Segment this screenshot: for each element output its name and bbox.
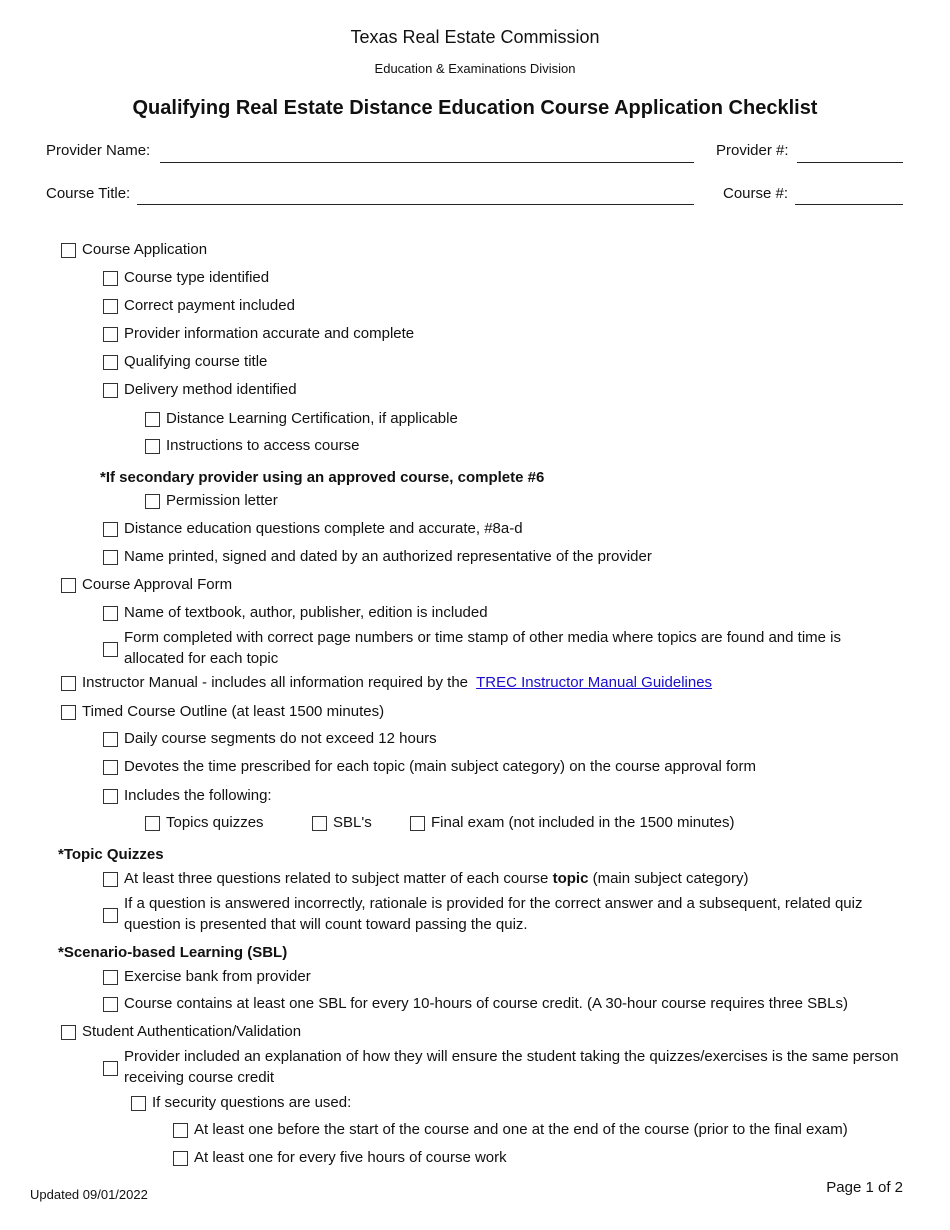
item-every-five-hours: At least one for every five hours of course work xyxy=(194,1149,507,1166)
course-title-field[interactable] xyxy=(137,204,694,205)
checkbox-access-instructions[interactable] xyxy=(145,439,160,454)
item-course-application: Course Application xyxy=(82,241,208,258)
item-three-questions xyxy=(124,868,749,889)
item-access-instructions: Instructions to access course xyxy=(166,437,360,454)
checkbox-permission-letter[interactable] xyxy=(145,494,160,509)
item-approval-form: Course Approval Form xyxy=(82,576,233,593)
checkbox-approval-form[interactable] xyxy=(61,578,76,593)
secondary-provider-note: *If secondary provider using an approved course, complete #6 xyxy=(100,469,545,486)
checkbox-instructor-manual[interactable] xyxy=(61,676,76,691)
topic-quizzes-heading: *Topic Quizzes xyxy=(58,846,164,863)
checkbox-correct-payment[interactable] xyxy=(103,299,118,314)
item-rationale: If a question is answered incorrectly, rationale is provided for the correct answer and a subsequent, related quiz question is presented that will count toward passing the quiz. xyxy=(124,895,863,933)
checkbox-before-after[interactable] xyxy=(173,1123,188,1138)
item-instructor-manual xyxy=(82,672,712,693)
instructor-manual-text: Instructor Manual - includes all information required by the xyxy=(82,674,469,691)
item-timed-outline: Timed Course Outline (at least 1500 minutes) xyxy=(82,703,385,720)
checkbox-timed-outline[interactable] xyxy=(61,705,76,720)
checkbox-exercise-bank[interactable] xyxy=(103,970,118,985)
three-questions-suffix: (main subject category) xyxy=(588,870,749,887)
updated-date: Updated 09/01/2022 xyxy=(30,1187,148,1202)
organization-name: Texas Real Estate Commission xyxy=(350,27,600,47)
checkbox-sbls[interactable] xyxy=(312,816,327,831)
course-number-label: Course #: xyxy=(723,185,789,202)
checkbox-textbook[interactable] xyxy=(103,606,118,621)
item-de-questions: Distance education questions complete and accurate, #8a-d xyxy=(124,520,523,537)
checkbox-course-type[interactable] xyxy=(103,271,118,286)
item-topics-quizzes: Topics quizzes xyxy=(166,814,264,831)
checkbox-form-completed[interactable] xyxy=(103,642,118,657)
item-permission-letter: Permission letter xyxy=(166,492,278,509)
checkbox-devotes-time[interactable] xyxy=(103,760,118,775)
item-delivery-method: Delivery method identified xyxy=(124,381,297,398)
checkbox-every-five-hours[interactable] xyxy=(173,1151,188,1166)
item-daily-segments: Daily course segments do not exceed 12 hours xyxy=(124,730,437,747)
three-questions-bold: topic xyxy=(552,870,589,887)
item-exercise-bank: Exercise bank from provider xyxy=(124,968,311,985)
item-includes-following: Includes the following: xyxy=(124,787,272,804)
checkbox-provider-info[interactable] xyxy=(103,327,118,342)
checkbox-topics-quizzes[interactable] xyxy=(145,816,160,831)
sbl-heading: *Scenario-based Learning (SBL) xyxy=(58,944,288,961)
item-course-type: Course type identified xyxy=(124,269,270,286)
page-number: Page 1 of 2 xyxy=(826,1179,903,1196)
item-correct-payment: Correct payment included xyxy=(124,297,295,314)
item-provider-info: Provider information accurate and complete xyxy=(124,325,415,342)
item-before-after: At least one before the start of the course and one at the end of the course (prior to the final exam) xyxy=(194,1121,848,1138)
item-final-exam: Final exam (not included in the 1500 minutes) xyxy=(431,814,735,831)
three-questions-text: At least three questions related to subject matter of each course xyxy=(124,870,553,887)
checkbox-security-questions[interactable] xyxy=(131,1096,146,1111)
checkbox-dl-cert[interactable] xyxy=(145,412,160,427)
course-title-label: Course Title: xyxy=(46,185,131,202)
checkbox-provider-explanation[interactable] xyxy=(103,1061,118,1076)
checkbox-final-exam[interactable] xyxy=(410,816,425,831)
provider-name-label: Provider Name: xyxy=(46,142,151,159)
checkbox-de-questions[interactable] xyxy=(103,522,118,537)
checkbox-delivery-method[interactable] xyxy=(103,383,118,398)
item-name-signed: Name printed, signed and dated by an authorized representative of the provider xyxy=(124,548,652,565)
course-number-field[interactable] xyxy=(795,204,903,205)
checkbox-sbl-per-10[interactable] xyxy=(103,997,118,1012)
provider-number-label: Provider #: xyxy=(716,142,789,159)
item-student-auth: Student Authentication/Validation xyxy=(82,1023,302,1040)
item-qualifying-title: Qualifying course title xyxy=(124,353,268,370)
checkbox-rationale[interactable] xyxy=(103,908,118,923)
checkbox-name-signed[interactable] xyxy=(103,550,118,565)
item-sbls: SBL's xyxy=(333,814,372,831)
checkbox-student-auth[interactable] xyxy=(61,1025,76,1040)
checkbox-qualifying-title[interactable] xyxy=(103,355,118,370)
item-sbl-per-10: Course contains at least one SBL for every 10-hours of course credit. (A 30-hour course requires three SBLs) xyxy=(124,995,848,1012)
page-title: Qualifying Real Estate Distance Education Course Application Checklist xyxy=(132,97,818,119)
item-provider-explanation: Provider included an explanation of how they will ensure the student taking the quizzes/exercises is the same person receiving course credit xyxy=(124,1048,899,1086)
checkbox-three-questions[interactable] xyxy=(103,872,118,887)
item-form-completed: Form completed with correct page numbers or time stamp of other media where topics are found and time is allocated for each topic xyxy=(124,629,841,667)
item-security-questions: If security questions are used: xyxy=(152,1094,352,1111)
checkbox-includes-following[interactable] xyxy=(103,789,118,804)
provider-number-field[interactable] xyxy=(797,162,903,163)
checkbox-course-application[interactable] xyxy=(61,243,76,258)
provider-name-field[interactable] xyxy=(160,162,694,163)
division-name: Education & Examinations Division xyxy=(374,61,576,76)
item-devotes-time: Devotes the time prescribed for each topic (main subject category) on the course approval form xyxy=(124,758,756,775)
trec-instructor-manual-link[interactable]: TREC Instructor Manual Guidelines xyxy=(476,674,713,691)
item-textbook: Name of textbook, author, publisher, edition is included xyxy=(124,604,488,621)
checkbox-daily-segments[interactable] xyxy=(103,732,118,747)
item-dl-cert: Distance Learning Certification, if applicable xyxy=(166,410,458,427)
